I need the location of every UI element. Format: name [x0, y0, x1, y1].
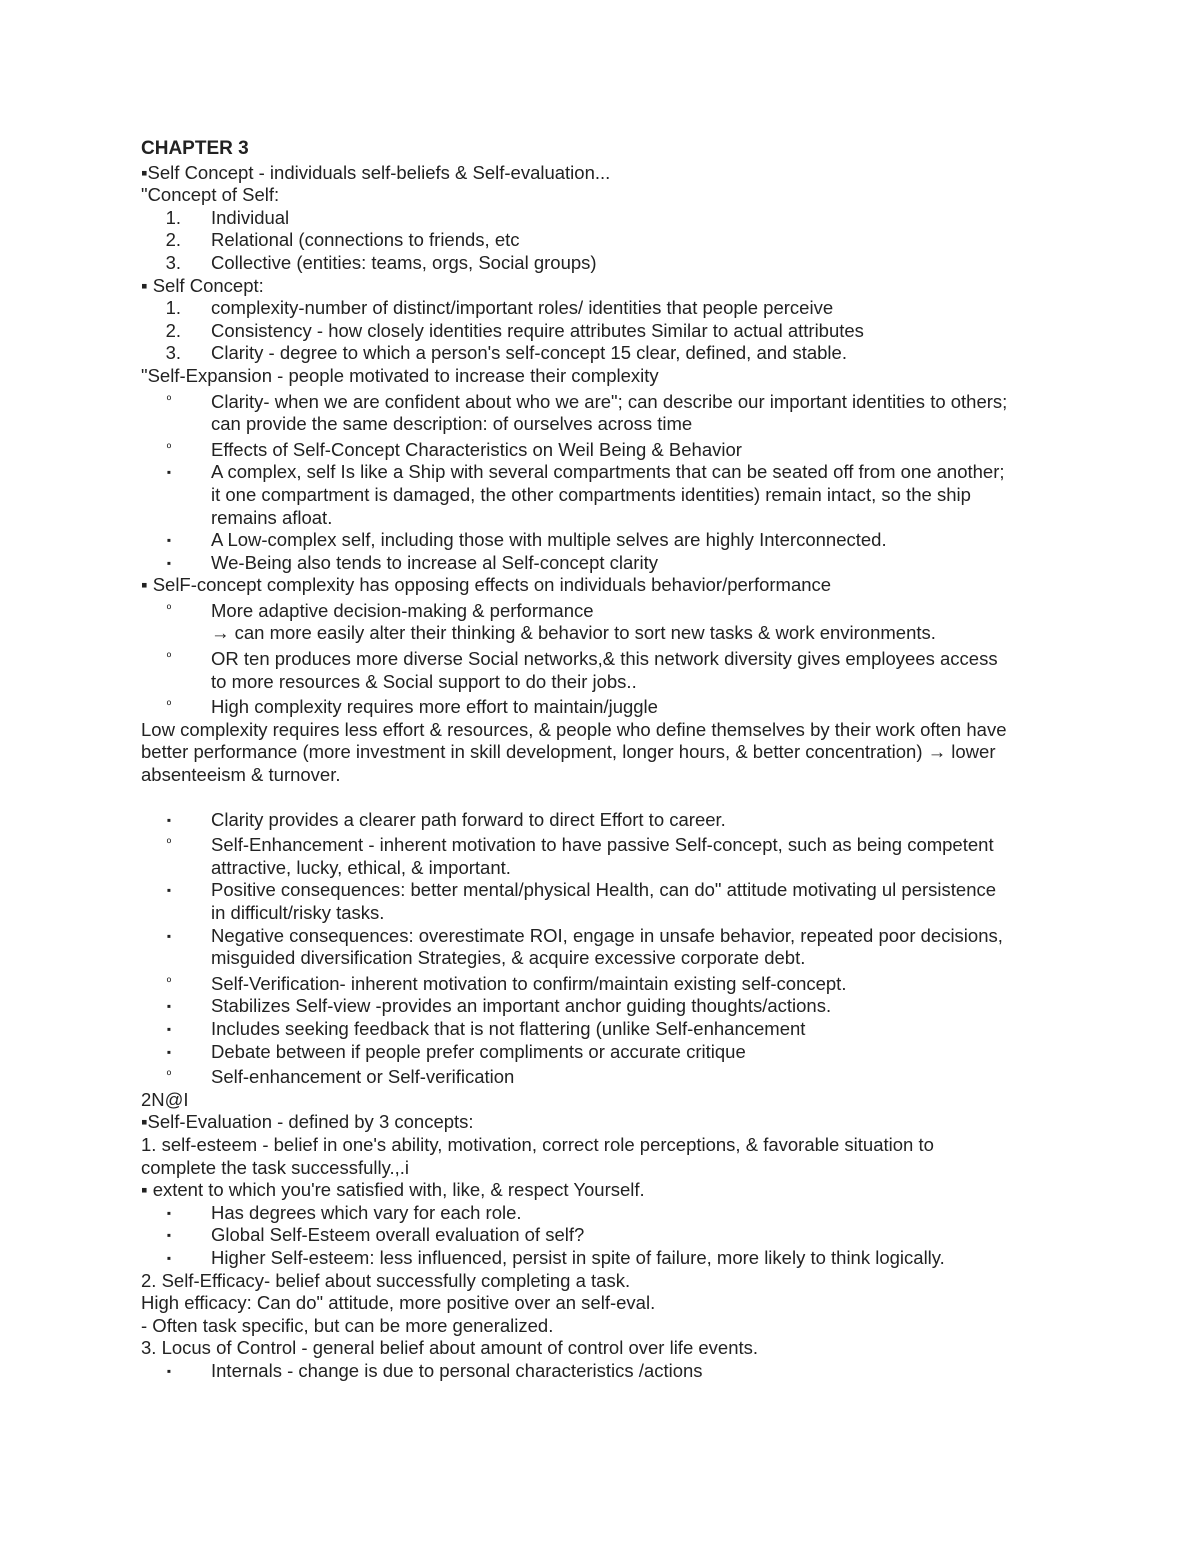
- list-item: [141, 879, 1081, 924]
- text-line: "Concept of Self:: [141, 184, 280, 206]
- text-line: Low complexity requires less effort & resources, & people who define themselves by their work often have: [141, 718, 1007, 740]
- list-text: Collective (entities: teams, orgs, Social groups): [211, 251, 597, 273]
- text-line: ▪ extent to which you're satisfied with, like, & respect Yourself.: [141, 1179, 645, 1201]
- list-text: We-Being also tends to increase al Self-concept clarity: [211, 551, 658, 573]
- bullet-marker: ▪: [166, 533, 172, 548]
- list-item: [141, 834, 1081, 879]
- list-number: 1.: [165, 297, 181, 319]
- list-item: [141, 696, 1081, 719]
- list-text: Self-Enhancement - inherent motivation to have passive Self-concept, such as being competent: [211, 834, 994, 856]
- list-item: [141, 252, 1081, 275]
- text-line: 2. Self-Efficacy- belief about successfully completing a task.: [141, 1269, 631, 1291]
- bullet-marker: ▪: [166, 1250, 172, 1265]
- list-text: → can more easily alter their thinking & behavior to sort new tasks & work environments.: [211, 622, 936, 644]
- list-item: [141, 439, 1081, 462]
- bullet-marker: º: [166, 1068, 172, 1083]
- list-text: Clarity- when we are confident about who we are"; can describe our important identities to others;: [211, 390, 1008, 412]
- document-page: [141, 138, 1081, 1382]
- list-text: misguided diversification Strategies, & acquire excessive corporate debt.: [211, 947, 806, 969]
- list-text: Negative consequences: overestimate ROI, engage in unsafe behavior, repeated poor decisions,: [211, 924, 1003, 946]
- bullet-marker: ▪: [166, 555, 172, 570]
- text-line: 3. Locus of Control - general belief about amount of control over life events.: [141, 1337, 759, 1359]
- text-line: better performance (more investment in skill development, longer hours, & better concentration) → lower: [141, 741, 996, 763]
- list-item: [141, 1041, 1081, 1064]
- list-text: Has degrees which vary for each role.: [211, 1201, 522, 1223]
- chapter-title: CHAPTER 3: [141, 138, 249, 159]
- text-line: complete the task successfully.,.i: [141, 1156, 410, 1178]
- list-number: 2.: [165, 229, 181, 251]
- bullet-marker: ▪: [166, 1363, 172, 1378]
- list-number: 2.: [165, 319, 181, 341]
- list-text: complexity-number of distinct/important roles/ identities that people perceive: [211, 297, 834, 319]
- list-text: A complex, self Is like a Ship with several compartments that can be seated off from one another;: [211, 461, 1005, 483]
- list-text: can provide the same description: of ourselves across time: [211, 413, 693, 435]
- text-line: ▪Self-Evaluation - defined by 3 concepts:: [141, 1111, 474, 1133]
- list-text: Self-enhancement or Self-verification: [211, 1066, 515, 1088]
- bullet-marker: º: [166, 698, 172, 713]
- list-text: Includes seeking feedback that is not flattering (unlike Self-enhancement: [211, 1017, 806, 1039]
- list-number: 3.: [165, 251, 181, 273]
- bullet-marker: ▪: [166, 999, 172, 1014]
- list-item: [141, 1224, 1081, 1247]
- list-item: [141, 1360, 1081, 1383]
- list-item: [141, 973, 1081, 996]
- blank-line: [141, 787, 1081, 809]
- bullet-marker: ▪: [166, 1228, 172, 1243]
- list-text: Internals - change is due to personal characteristics /actions: [211, 1359, 703, 1381]
- list-item: [141, 1018, 1081, 1041]
- list-text: remains afloat.: [211, 506, 333, 528]
- list-text: More adaptive decision-making & performance: [211, 599, 594, 621]
- list-item: [141, 320, 1081, 343]
- text-line: High efficacy: Can do" attitude, more positive over an self-eval.: [141, 1292, 656, 1314]
- bullet-marker: º: [166, 392, 172, 407]
- list-number: 1.: [165, 206, 181, 228]
- list-text: OR ten produces more diverse Social networks,& this network diversity gives employees access: [211, 648, 998, 670]
- text-line: - Often task specific, but can be more generalized.: [141, 1314, 554, 1336]
- list-item: [141, 342, 1081, 365]
- list-text: Relational (connections to friends, etc: [211, 229, 520, 251]
- list-item: [141, 297, 1081, 320]
- bullet-marker: º: [166, 836, 172, 851]
- list-item: [141, 995, 1081, 1018]
- list-text: Stabilizes Self-view -provides an important anchor guiding thoughts/actions.: [211, 995, 832, 1017]
- list-text: in difficult/risky tasks.: [211, 902, 385, 923]
- list-item: [141, 1066, 1081, 1089]
- list-item: [141, 648, 1081, 693]
- text-line: ▪ Self Concept:: [141, 274, 264, 296]
- bullet-marker: ▪: [166, 465, 172, 480]
- list-item: [141, 809, 1081, 832]
- list-number: 3.: [165, 342, 181, 364]
- bullet-marker: ▪: [166, 1044, 172, 1059]
- list-item: [141, 1247, 1081, 1270]
- list-text: it one compartment is damaged, the other compartments identities) remain intact, so the ship: [211, 483, 971, 505]
- list-text: Self-Verification- inherent motivation to confirm/maintain existing self-concept.: [211, 972, 847, 994]
- list-item: [141, 600, 1081, 645]
- text-line: 1. self-esteem - belief in one's ability, motivation, correct role perceptions, & favorable situation to: [141, 1133, 934, 1155]
- text-line: "Self-Expansion - people motivated to increase their complexity: [141, 364, 659, 386]
- list-text: A Low-complex self, including those with multiple selves are highly Interconnected.: [211, 529, 887, 551]
- text-line: ▪ SelF-concept complexity has opposing effects on individuals behavior/performance: [141, 574, 832, 596]
- text-line: ▪Self Concept - individuals self-beliefs & Self-evaluation...: [141, 161, 611, 183]
- list-text: Consistency - how closely identities require attributes Similar to actual attributes: [211, 319, 864, 341]
- list-text: Higher Self-esteem: less influenced, persist in spite of failure, more likely to think logically.: [211, 1246, 945, 1268]
- bullet-marker: ▪: [166, 928, 172, 943]
- list-text: Effects of Self-Concept Characteristics on Weil Being & Behavior: [211, 438, 742, 460]
- bullet-marker: ▪: [166, 1021, 172, 1036]
- bullet-marker: º: [166, 601, 172, 616]
- list-text: to more resources & Social support to do their jobs..: [211, 670, 637, 692]
- text-line: 2N@I: [141, 1088, 189, 1110]
- bullet-marker: º: [166, 974, 172, 989]
- list-item: [141, 461, 1081, 529]
- list-text: Clarity - degree to which a person's self-concept 15 clear, defined, and stable.: [211, 342, 847, 364]
- text-line: absenteeism & turnover.: [141, 764, 341, 786]
- bullet-marker: ▪: [166, 883, 172, 898]
- bullet-marker: º: [166, 440, 172, 455]
- list-item: [141, 925, 1081, 970]
- bullet-marker: ▪: [166, 812, 172, 827]
- list-text: High complexity requires more effort to maintain/juggle: [211, 696, 658, 718]
- list-text: Positive consequences: better mental/physical Health, can do" attitude motivating ul persistence: [211, 879, 997, 901]
- list-item: [141, 1202, 1081, 1225]
- list-item: [141, 529, 1081, 552]
- list-item: [141, 229, 1081, 252]
- list-item: [141, 552, 1081, 575]
- list-text: Global Self-Esteem overall evaluation of self?: [211, 1224, 585, 1246]
- list-text: attractive, lucky, ethical, & important.: [211, 856, 511, 878]
- list-item: [141, 207, 1081, 230]
- list-text: Debate between if people prefer compliments or accurate critique: [211, 1040, 746, 1062]
- list-text: Clarity provides a clearer path forward to direct Effort to career.: [211, 808, 726, 830]
- bullet-marker: ▪: [166, 1205, 172, 1220]
- bullet-marker: º: [166, 650, 172, 665]
- list-text: Individual: [211, 206, 290, 228]
- list-item: [141, 391, 1081, 436]
